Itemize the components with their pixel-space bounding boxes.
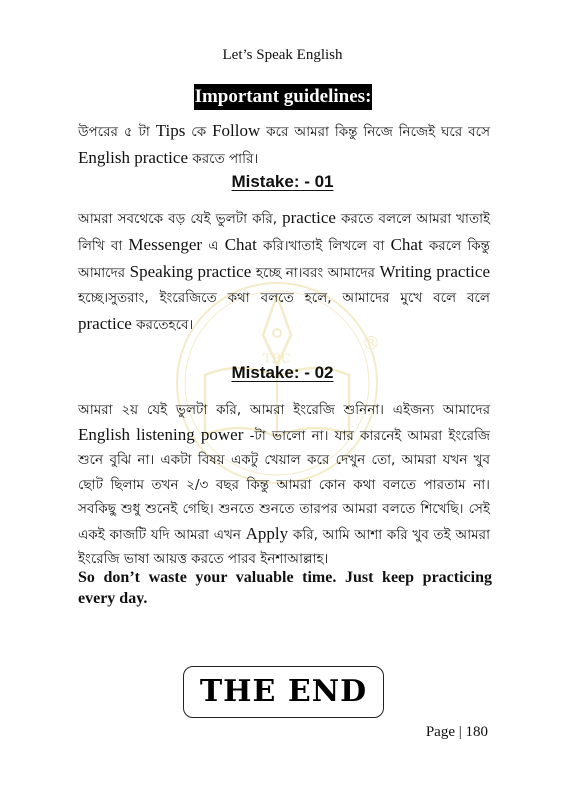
mistake-02-paragraph: আমরা ২য় যেই ভুলটা করি, আমরা ইংরেজি শুনিনা। এইজন্য আমাদের English listening power -টা ভালো না। যার কারনেই আমরা ইংরেজি শুনে বুঝি না। একটা বিষয় একটু খেয়াল করে দেখুন তো, আমরা যখন খুব ছোট ছিলাম তখন ২/৩ বছর কিন্তু আমরা কোন কথা বলতে পারতাম না। সবকিছু শুধু শুনেই গেছি। শুনতে শুনতে তারপর আমরা বলতে শিখেছি। সেই একই কাজটি যদি আমরা এখন Apply করি, আমি আশা করি খুব তই আমরা ইংরেজি ভাষা আয়ত্ত করতে পারব ইনশাআল্লাহ।: [78, 402, 491, 567]
page-number: Page | 180: [425, 724, 488, 740]
book-header-title: Let’s Speak English: [222, 47, 343, 63]
mistake-02-heading: Mistake: - 02: [231, 363, 334, 382]
watermark-text: TBC: [262, 352, 292, 367]
closing-statement: So don’t waste your valuable time. Just keep practicing every day.: [78, 569, 492, 607]
mistake-01-heading: Mistake: - 01: [231, 172, 334, 191]
mistake-01-paragraph: আমরা সবথেকে বড় যেই ভুলটা করি, practice করতে বললে আমরা খাতাই লিখি বা Messenger এ Chat করি।খাতাই লিখলে বা Chat করলে কিন্তু আমাদের Speaking practice হচ্ছে না।বরং আমাদের Writing practice হচ্ছে।সুতরাং, ইংরেজিতে কথা বলতে হলে, আমাদের মুখে বলে বলে practice করতেহবে।: [78, 208, 491, 333]
the-end-box: THE END: [183, 666, 384, 718]
guidelines-title: Important guidelines:: [194, 84, 372, 110]
watermark-registered-mark: ®: [362, 333, 380, 354]
guidelines-intro-paragraph: উপরের ৫ টা Tips কে Follow করে আমরা কিন্তু নিজে নিজেই ঘরে বসে English practice করতে পারি।: [78, 121, 490, 167]
